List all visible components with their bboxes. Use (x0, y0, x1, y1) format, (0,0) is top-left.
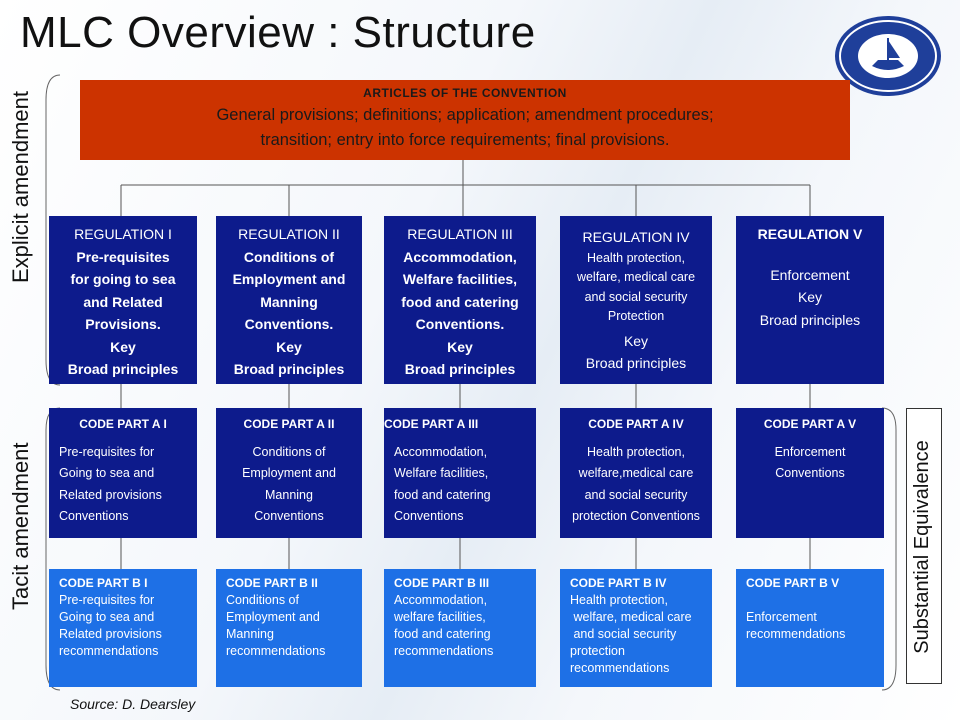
regulation-2-line: Conventions. (244, 316, 334, 332)
regulation-2-line: Conditions of (243, 248, 335, 265)
code-part-a-5-title: CODE PART A V (763, 417, 857, 431)
code-part-b-4-box (560, 569, 712, 687)
code-part-b-4-line: protection (570, 644, 625, 658)
code-part-a-2-title: CODE PART A II (243, 417, 335, 431)
regulation-2-line: Manning (260, 293, 318, 310)
regulation-3-line: Broad principles (404, 361, 516, 377)
page-title: MLC Overview : Structure (20, 8, 536, 57)
regulation-1-line: for going to sea (70, 271, 176, 287)
regulation-2-title: REGULATION II (238, 226, 340, 242)
code-part-b-5-line: recommendations (746, 627, 846, 641)
code-part-a-1-line: Related provisions (59, 487, 162, 502)
code-part-b-2-box (216, 569, 362, 687)
code-part-a-4-box (560, 408, 712, 538)
regulation-1-line: and Related (83, 293, 163, 310)
regulation-5-line: Broad principles (759, 311, 861, 328)
articles-heading: ARTICLES OF THE CONVENTION (363, 86, 567, 100)
code-part-b-1-line: Related provisions (59, 627, 162, 641)
code-part-a-1-line: Conventions (59, 509, 129, 523)
regulation-4-line: Health protection, (587, 250, 685, 265)
code-part-a-1-title: CODE PART A I (79, 417, 167, 431)
code-part-a-3-line: Accommodation, (394, 444, 488, 459)
code-part-b-5-box (736, 569, 884, 687)
code-part-a-1-line: Pre-requisites for (59, 444, 155, 459)
regulation-4-line: and social security (584, 289, 688, 304)
regulation-4-line: Protection (607, 309, 665, 323)
code-part-a-1-box (49, 408, 197, 538)
regulation-4-line: welfare, medical care (576, 270, 696, 284)
code-part-b-4-title: CODE PART B IV (570, 576, 667, 590)
code-part-a-5-box (736, 408, 884, 538)
regulation-2-line: Key (276, 338, 302, 355)
regulation-5-line: Enforcement (770, 266, 850, 283)
regulation-3-box (384, 216, 536, 384)
code-part-b-5-line: Enforcement (746, 610, 817, 624)
tacit-amendment-label: Tacit amendment (8, 442, 33, 610)
regulation-2-line: Broad principles (233, 361, 345, 377)
code-part-a-4-line: welfare,medical care (578, 466, 694, 480)
code-part-a-3-line: Conventions (394, 509, 464, 523)
code-part-a-3-box (384, 408, 536, 538)
substantial-equivalence-label: Substantial Equivalence (911, 440, 933, 654)
code-part-a-4-line: and social security (584, 487, 688, 502)
regulation-3-line: Welfare facilities, (402, 271, 518, 287)
code-part-b-3-title: CODE PART B III (394, 576, 490, 590)
code-part-b-1-line: Going to sea and (59, 610, 155, 624)
code-part-a-4-line: Health protection, (587, 444, 685, 459)
code-part-b-5-line (746, 592, 884, 609)
code-part-a-2-line: Employment and (242, 466, 336, 480)
regulation-2-line: Employment and (232, 271, 346, 287)
regulation-1-box (49, 216, 197, 384)
code-part-a-3-line: food and catering (394, 487, 491, 502)
regulation-1-line: Pre-requisites (76, 248, 170, 265)
brace-substantial (882, 408, 896, 690)
regulation-1-title: REGULATION I (74, 226, 172, 242)
code-part-b-2-line: Conditions of (226, 593, 299, 607)
code-part-a-1-line: Going to sea and (59, 466, 155, 480)
regulation-1-line: Provisions. (85, 316, 161, 332)
code-part-b-4-line: Health protection, (570, 593, 668, 607)
code-part-b-1-title: CODE PART B I (59, 576, 148, 590)
regulation-5-box (736, 216, 884, 384)
code-part-a-3-line: Welfare facilities, (394, 466, 489, 480)
code-part-b-4-line: welfare, medical care (570, 610, 692, 624)
regulation-4-box (560, 216, 712, 384)
articles-text-line-2: transition; entry into force requirements; final provisions. (260, 131, 670, 149)
regulation-1-line: Key (110, 338, 136, 355)
articles-text-line-1: General provisions; definitions; application; amendment procedures; (216, 106, 714, 124)
regulation-3-line: food and catering (401, 293, 519, 310)
code-part-a-2-line: Conventions (254, 509, 324, 523)
regulation-4-title: REGULATION IV (582, 229, 690, 245)
explicit-amendment-label: Explicit amendment (8, 91, 33, 283)
code-part-a-4-title: CODE PART A IV (588, 417, 684, 431)
regulation-4-line: Broad principles (585, 355, 687, 371)
code-part-b-3-line: food and catering (394, 627, 491, 641)
code-part-b-1-line: Pre-requisites for (59, 593, 155, 607)
code-part-a-3-title: CODE PART A III (384, 417, 479, 431)
code-part-b-1-line: recommendations (59, 644, 159, 658)
code-part-b-3-line: recommendations (394, 644, 494, 658)
code-part-a-2-box (216, 408, 362, 538)
code-part-a-5-line: Enforcement (774, 444, 846, 459)
code-part-a-4-line: protection Conventions (572, 509, 700, 523)
regulation-5-title: REGULATION V (757, 226, 863, 242)
regulation-3-line: Key (447, 338, 473, 355)
code-part-b-3-line: welfare facilities, (394, 610, 486, 624)
regulation-2-box (216, 216, 362, 384)
source-note: Source: D. Dearsley (70, 696, 196, 712)
code-part-b-4-line: recommendations (570, 661, 670, 675)
regulation-3-line: Accommodation, (403, 248, 517, 265)
code-part-b-3-line: Accommodation, (394, 593, 488, 607)
code-part-b-1-box (49, 569, 197, 687)
regulation-1-line: Broad principles (67, 361, 179, 377)
regulation-5-line: Key (797, 289, 823, 305)
articles-of-convention-box (80, 80, 850, 160)
code-part-a-2-line: Manning (265, 487, 313, 502)
code-part-b-2-line: Employment and (226, 610, 320, 624)
regulation-5-line (736, 246, 884, 264)
code-part-b-4-line: and social security (570, 627, 677, 641)
code-part-a-2-line: Conditions of (252, 444, 326, 459)
code-part-b-2-title: CODE PART B II (226, 576, 318, 590)
regulation-3-title: REGULATION III (407, 226, 513, 242)
code-part-b-3-box (384, 569, 536, 687)
code-part-a-5-line: Conventions (775, 466, 845, 480)
code-part-b-5-title: CODE PART B V (746, 576, 840, 590)
regulation-4-line: Key (623, 332, 649, 349)
code-part-b-2-line: recommendations (226, 644, 326, 658)
regulation-3-line: Conventions. (415, 316, 505, 332)
code-part-b-2-line: Manning (226, 627, 274, 641)
